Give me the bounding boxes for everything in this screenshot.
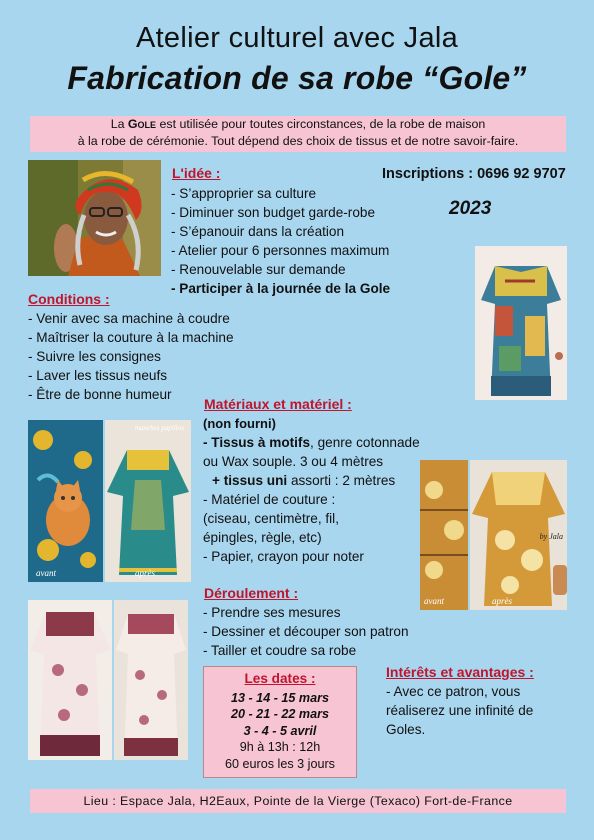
idee-list xyxy=(171,184,390,298)
intro-line-2: à la robe de cérémonie. Tout dépend des choix de tissus et de notre savoir-faire. xyxy=(77,134,519,148)
conditions-item: - Venir avec sa machine à coudre xyxy=(28,311,230,326)
label-apres-right: après xyxy=(492,596,512,606)
conditions-list xyxy=(28,309,234,404)
photo-dress-bottom-left-2 xyxy=(114,600,188,760)
materiaux-line: (ciseau, centimètre, fil, xyxy=(203,511,339,526)
deroulement-list xyxy=(203,603,409,660)
interets-list xyxy=(386,682,533,739)
materiaux-line: épingles, règle, etc) xyxy=(203,530,322,545)
materiaux-line: - Papier, crayon pour noter xyxy=(203,549,364,564)
interets-line: réaliserez une infinité de xyxy=(386,703,534,718)
label-apres: après xyxy=(135,568,155,578)
materiaux-line: - Tissus à motifs, genre cotonnade xyxy=(203,435,420,450)
conditions-item: - Être de bonne humeur xyxy=(28,387,172,402)
intro-line-1: La Gole est utilisée pour toutes circonstances, de la robe de maison xyxy=(110,117,486,131)
conditions-item: - Suivre les consignes xyxy=(28,349,161,364)
conditions-item: - Laver les tissus neufs xyxy=(28,368,168,383)
intro-box xyxy=(30,116,566,152)
photo-dress-bottom-left-1 xyxy=(28,600,112,760)
page-title: Atelier culturel avec Jala xyxy=(135,22,459,54)
inscriptions-phone: Inscriptions : 0696 92 9707 xyxy=(382,166,566,182)
idee-item: - S’épanouir dans la création xyxy=(171,224,345,239)
materiaux-line: ou Wax souple. 3 ou 4 mètres xyxy=(203,454,384,469)
dates-heading: Les dates : xyxy=(244,671,316,686)
materiaux-line: - Matériel de couture : xyxy=(203,492,336,507)
dates-line: 3 - 4 - 5 avril xyxy=(243,723,317,738)
dates-price: 60 euros les 3 jours xyxy=(225,756,335,771)
idee-item: - S’approprier sa culture xyxy=(171,186,317,201)
interets-line: - Avec ce patron, vous xyxy=(386,684,521,699)
label-avant: avant xyxy=(36,568,56,578)
photo-avant-right xyxy=(420,460,468,610)
portrait-photo xyxy=(28,160,161,276)
year: 2023 xyxy=(449,198,492,219)
page-subtitle: Fabrication de sa robe “Gole” xyxy=(67,60,527,96)
dates-box xyxy=(203,666,357,778)
idee-heading: L'idée : xyxy=(172,165,221,181)
lieu-box: Lieu : Espace Jala, H2Eaux, Pointe de la Vierge (Texaco) Fort-de-France xyxy=(30,789,566,813)
conditions-item: - Maîtriser la couture à la machine xyxy=(28,330,234,345)
idee-item: - Diminuer son budget garde-robe xyxy=(171,205,376,220)
idee-item: - Atelier pour 6 personnes maximum xyxy=(171,243,390,258)
materiaux-list xyxy=(203,414,420,566)
dress-photo-top-right xyxy=(475,246,567,400)
dates-line: 20 - 21 - 22 mars xyxy=(230,707,329,721)
idee-item-bold: - Participer à la journée de la Gole xyxy=(171,281,391,296)
materiaux-heading: Matériaux et matériel : xyxy=(204,396,352,412)
photo-apres-dress xyxy=(105,420,191,582)
deroulement-item: - Tailler et coudre sa robe xyxy=(203,643,357,658)
decor-figurine-small xyxy=(553,565,567,595)
label-manches: manches papillon xyxy=(135,424,185,432)
deroulement-item: - Dessiner et découper son patron xyxy=(203,624,409,639)
idee-item: - Renouvelable sur demande xyxy=(171,262,346,277)
interets-line: Goles. xyxy=(386,722,426,737)
photo-avant-cat xyxy=(28,420,103,582)
materiaux-note: (non fourni) xyxy=(203,416,276,431)
conditions-heading: Conditions : xyxy=(28,291,110,307)
label-avant-right: avant xyxy=(424,596,444,606)
interets-heading: Intérêts et avantages : xyxy=(386,664,534,680)
materiaux-line: + tissus uni assorti : 2 mètres xyxy=(212,473,396,488)
dates-line: 13 - 14 - 15 mars xyxy=(230,690,329,705)
dates-hours: 9h à 13h : 12h xyxy=(239,740,321,754)
deroulement-item: - Prendre ses mesures xyxy=(203,605,341,620)
deroulement-heading: Déroulement : xyxy=(204,585,299,601)
label-byjala: by Jala xyxy=(539,532,563,541)
